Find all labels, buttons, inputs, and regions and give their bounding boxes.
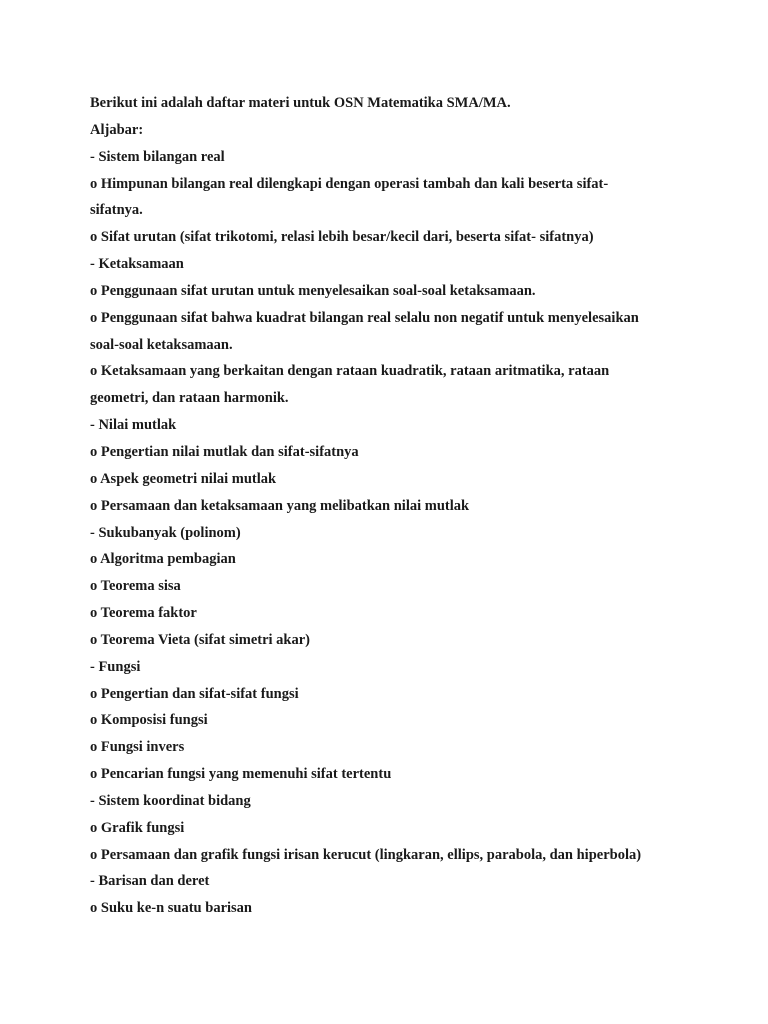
subtopic-line: o Suku ke-n suatu barisan: [90, 900, 252, 917]
subtopic-line: o Teorema sisa: [90, 578, 181, 595]
subtopic-line: o Pencarian fungsi yang memenuhi sifat tertentu: [90, 766, 392, 783]
subtopic-line: o Teorema faktor: [90, 605, 197, 622]
subtopic-line-continuation: sifatnya.: [90, 202, 143, 219]
topic-ketaksamaan: - Ketaksamaan: [90, 256, 184, 273]
subtopic-line: o Himpunan bilangan real dilengkapi dengan operasi tambah dan kali beserta sifat-: [90, 175, 609, 192]
topic-fungsi: - Fungsi: [90, 658, 141, 675]
subtopic-line: o Pengertian dan sifat-sifat fungsi: [90, 685, 299, 702]
subtopic-line: o Penggunaan sifat bahwa kuadrat bilangan real selalu non negatif untuk menyelesaikan: [90, 309, 639, 326]
subtopic-line: o Fungsi invers: [90, 739, 185, 756]
subtopic-line-continuation: geometri, dan rataan harmonik.: [90, 390, 289, 407]
subtopic-line: o Komposisi fungsi: [90, 712, 208, 729]
subtopic-line: o Sifat urutan (sifat trikotomi, relasi lebih besar/kecil dari, beserta sifat- sifatnya): [90, 229, 594, 246]
document-body: [90, 90, 690, 922]
topic-sistem-koordinat-bidang: - Sistem koordinat bidang: [90, 792, 251, 809]
section-heading-aljabar: Aljabar:: [90, 121, 144, 138]
subtopic-line: o Ketaksamaan yang berkaitan dengan rataan kuadratik, rataan aritmatika, rataan: [90, 363, 610, 380]
subtopic-line: o Algoritma pembagian: [90, 551, 236, 568]
topic-barisan-dan-deret: - Barisan dan deret: [90, 873, 210, 890]
subtopic-line: o Persamaan dan grafik fungsi irisan kerucut (lingkaran, ellips, parabola, dan hiperbola): [90, 846, 642, 863]
topic-sistem-bilangan-real: - Sistem bilangan real: [90, 148, 225, 165]
subtopic-line: o Pengertian nilai mutlak dan sifat-sifatnya: [90, 443, 359, 460]
intro-sentence: Berikut ini adalah daftar materi untuk OSN Matematika SMA/MA.: [90, 95, 511, 111]
subtopic-line: o Penggunaan sifat urutan untuk menyelesaikan soal-soal ketaksamaan.: [90, 282, 536, 299]
subtopic-line-continuation: soal-soal ketaksamaan.: [90, 336, 233, 353]
topic-nilai-mutlak: - Nilai mutlak: [90, 417, 177, 434]
subtopic-line: o Aspek geometri nilai mutlak: [90, 470, 277, 487]
subtopic-line: o Teorema Vieta (sifat simetri akar): [90, 631, 311, 648]
topic-sukubanyak: - Sukubanyak (polinom): [90, 524, 241, 541]
subtopic-line: o Persamaan dan ketaksamaan yang melibatkan nilai mutlak: [90, 497, 470, 514]
subtopic-line: o Grafik fungsi: [90, 819, 185, 836]
